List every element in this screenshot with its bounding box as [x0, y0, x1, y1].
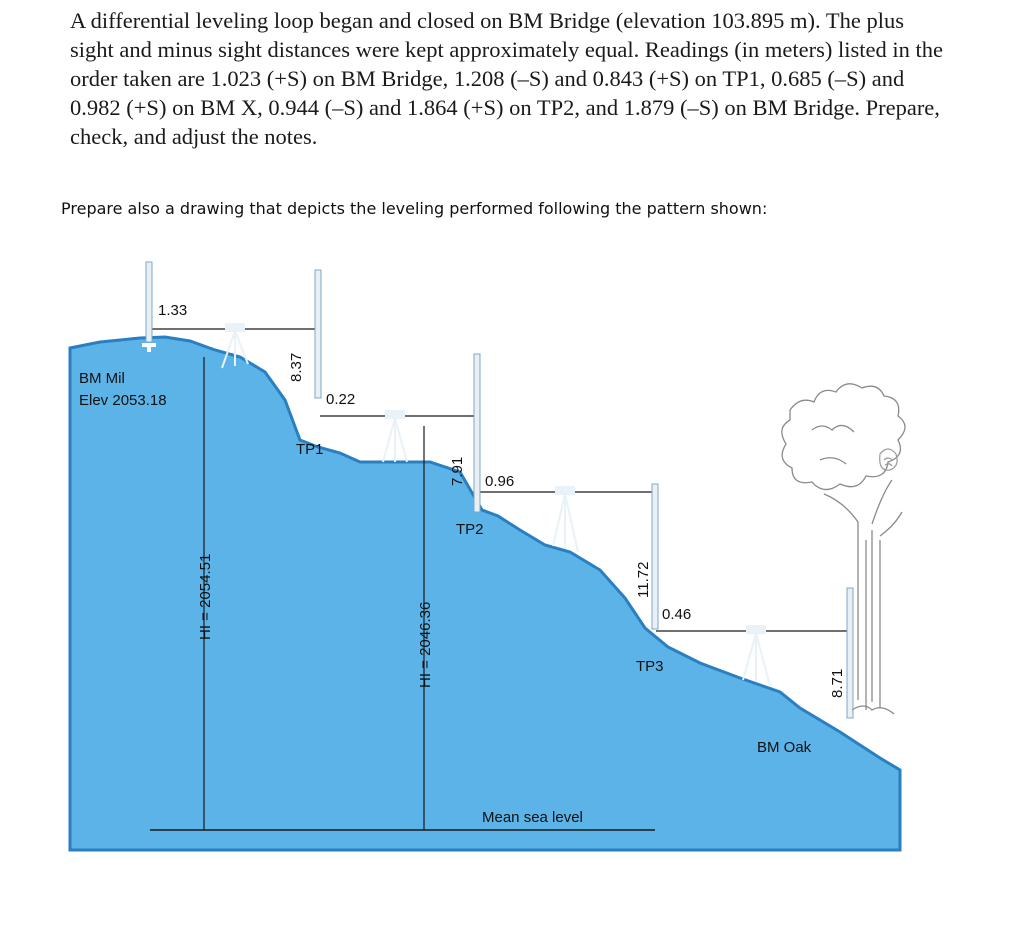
rod-bm-start	[146, 262, 152, 342]
problem-text: A differential leveling loop began and closed on BM Bridge (elevation 103.895 m). The plus sight and minus sight distances were kept approximately equal. Readings (in meters) listed in the order taken are 1.023 (+S) on BM Bridge, 1.208 (–S) and 0.843 (+S) on TP1, 0.685 (–S) and 0.982 (+S) on BM X, 0.944 (–S) and 1.864 (+S) on TP2, and 1.879 (–S) on BM Bridge. Prepare, check, and adjust the notes.	[70, 8, 943, 149]
reading-bs1: 1.33	[158, 302, 188, 319]
rod-tp2	[474, 354, 480, 512]
problem-statement	[70, 6, 950, 151]
rod-tp3	[652, 484, 658, 629]
bm-end-name: BM Oak	[757, 739, 812, 756]
reading-fs4: 8.71	[829, 668, 846, 698]
hi1-label: HI = 2054.51	[197, 553, 214, 640]
drawing-instruction: Prepare also a drawing that depicts the leveling performed following the pattern shown:	[61, 199, 768, 218]
reading-bs3: 0.96	[485, 473, 515, 490]
reading-bs2: 0.22	[326, 391, 356, 408]
mean-sea-level-label: Mean sea level	[482, 809, 583, 826]
bm-start-name: BM Mil	[79, 370, 125, 387]
leveling-diagram-svg	[0, 240, 1024, 860]
leveling-diagram	[0, 240, 1024, 860]
rod-bm-end	[847, 588, 853, 718]
bm-start-elevation: Elev 2053.18	[79, 392, 167, 409]
reading-fs2: 7.91	[449, 456, 466, 486]
tp1-label: TP1	[296, 441, 324, 458]
reading-bs4: 0.46	[662, 606, 692, 623]
hi2-label: HI = 2046.36	[417, 601, 434, 688]
reading-fs3: 11.72	[635, 561, 652, 598]
rod-tp1	[315, 270, 321, 398]
reading-fs1: 8.37	[288, 352, 305, 382]
tp2-label: TP2	[456, 521, 484, 538]
tp3-label: TP3	[636, 658, 664, 675]
